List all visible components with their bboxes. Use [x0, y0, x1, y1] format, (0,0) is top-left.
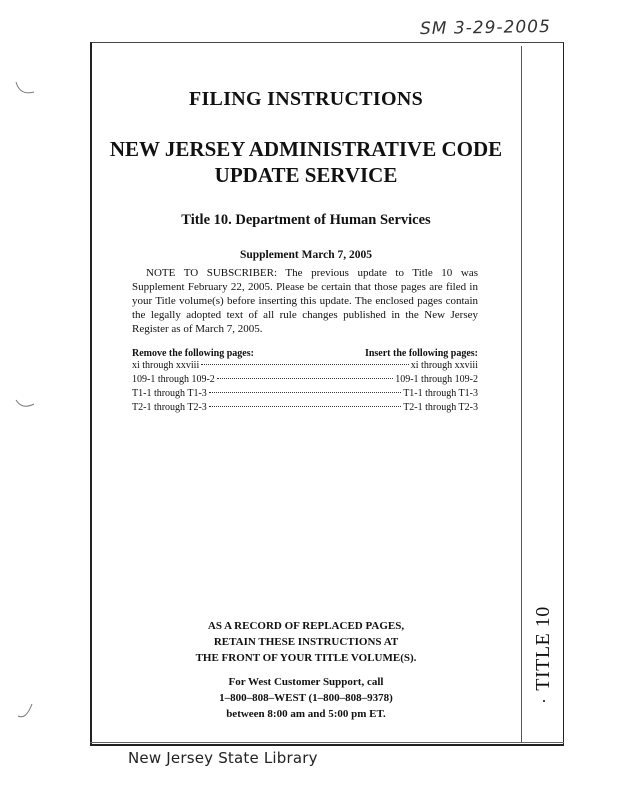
insert-header: Insert the following pages:	[364, 348, 478, 359]
remove-pages: xi through xxviii	[132, 360, 200, 371]
punch-hole-mark	[12, 700, 40, 722]
punch-hole-mark	[12, 78, 40, 100]
table-header	[132, 348, 478, 359]
spine-label: TITLE 10	[531, 605, 554, 691]
record-line: THE FRONT OF YOUR TITLE VOLUME(S).	[195, 652, 417, 664]
support-phone: 1–800–808–WEST (1–800–808–9378)	[219, 692, 393, 704]
remove-header: Remove the following pages:	[132, 348, 254, 359]
dot-leader	[201, 364, 409, 365]
subscriber-note: NOTE TO SUBSCRIBER: The previous update to Title 10 was Supplement February 22, 2005. Please be certain that those pages are filed in your Title volume(s) before inserting this update. The enclosed pages contain the legally adopted text of all rule changes published in the New Jersey Register as of March 7, 2005.	[132, 267, 478, 335]
customer-support-info	[96, 674, 516, 722]
department-title: Title 10. Department of Human Services	[181, 212, 431, 228]
page-title: FILING INSTRUCTIONS	[188, 88, 424, 110]
insert-pages: 109-1 through 109-2	[395, 374, 478, 385]
record-instructions	[96, 618, 516, 666]
bottom-rule	[90, 742, 564, 743]
tab-mark	[543, 700, 545, 702]
library-stamp: New Jersey State Library	[128, 749, 318, 767]
supplement-date: Supplement March 7, 2005	[239, 249, 373, 261]
support-hours: between 8:00 am and 5:00 pm ET.	[226, 708, 386, 720]
spine-tab	[528, 605, 558, 691]
code-title	[96, 136, 516, 188]
code-title-line: NEW JERSEY ADMINISTRATIVE CODE	[109, 137, 503, 161]
insert-pages: T2-1 through T2-3	[403, 402, 478, 413]
remove-pages: 109-1 through 109-2	[132, 374, 215, 385]
table-row	[132, 360, 478, 374]
record-line: RETAIN THESE INSTRUCTIONS AT	[213, 636, 399, 648]
dot-leader	[217, 378, 393, 379]
table-row	[132, 374, 478, 388]
remove-pages: T2-1 through T2-3	[132, 402, 207, 413]
code-title-line: UPDATE SERVICE	[214, 163, 398, 187]
tab-divider-line	[521, 46, 522, 742]
dot-leader	[209, 406, 401, 407]
table-row	[132, 388, 478, 402]
table-row	[132, 402, 478, 416]
page-replacement-table	[132, 348, 478, 416]
record-line: AS A RECORD OF REPLACED PAGES,	[207, 620, 405, 632]
support-line: For West Customer Support, call	[228, 676, 384, 688]
insert-pages: xi through xxviii	[410, 360, 478, 371]
remove-pages: T1-1 through T1-3	[132, 388, 207, 399]
dot-leader	[209, 392, 401, 393]
handwritten-date-note: SM 3-29-2005	[419, 16, 552, 40]
insert-pages: T1-1 through T1-3	[403, 388, 478, 399]
punch-hole-mark	[12, 394, 40, 416]
